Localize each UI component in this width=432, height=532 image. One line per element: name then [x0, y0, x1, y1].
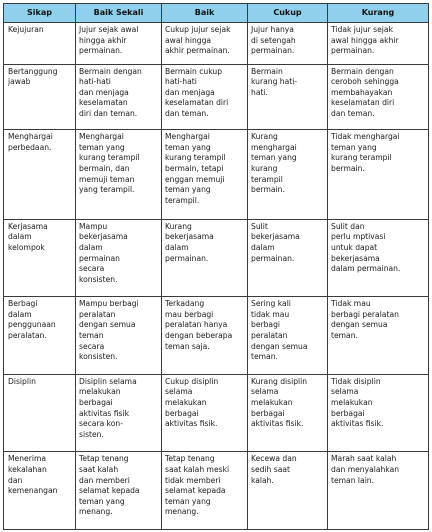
cell-baik-sekali	[76, 374, 162, 452]
table-row	[4, 452, 429, 530]
cell-baik-sekali-text: Jujur sejak awal hingga akhir permainan.	[79, 25, 139, 56]
cell-kurang	[328, 374, 429, 452]
cell-baik	[162, 64, 248, 130]
cell-kurang	[328, 23, 429, 65]
cell-kurang	[328, 130, 429, 220]
assessment-rubric-table	[3, 3, 429, 530]
cell-baik-text: Tetap tenang saat kalah meski tidak memberi selamat kepada teman yang menang.	[165, 454, 230, 517]
cell-cukup	[248, 130, 328, 220]
header-row	[4, 4, 429, 23]
cell-cukup	[248, 64, 328, 130]
cell-sikap	[4, 452, 76, 530]
table-row	[4, 130, 429, 220]
cell-sikap-text: Kejujuran	[8, 25, 44, 34]
cell-cukup-text: Kurang menghargai teman yang kurang terampil bermain.	[251, 132, 297, 195]
cell-sikap	[4, 64, 76, 130]
cell-cukup	[248, 219, 328, 297]
table-row	[4, 219, 429, 297]
cell-baik-text: Cukup jujur sejak awal hingga akhir permainan.	[165, 25, 231, 56]
cell-sikap-text: Berbagi dalam penggunaan peralatan.	[8, 299, 56, 341]
header-baik: Baik	[162, 4, 248, 23]
table-row	[4, 64, 429, 130]
cell-baik-sekali	[76, 219, 162, 297]
table-body	[4, 23, 429, 530]
cell-sikap-text: Bertanggung jawab	[8, 66, 58, 87]
cell-cukup-text: Sulit bekerjasama dalam permainan.	[251, 221, 300, 263]
cell-cukup-text: Bermain kurang hati- hati.	[251, 66, 298, 97]
cell-kurang-text: Tidak jujur sejak awal hingga akhir permainan.	[331, 25, 399, 56]
cell-kurang	[328, 297, 429, 375]
cell-baik-sekali-text: Menghargai teman yang kurang terampil bermain, dan memuji teman yang terampil.	[79, 132, 140, 195]
cell-baik	[162, 130, 248, 220]
cell-baik-sekali-text: Mampu berbagi peralatan dengan semua teman secara konsisten.	[79, 299, 139, 362]
cell-baik	[162, 374, 248, 452]
table-row	[4, 23, 429, 65]
cell-baik-sekali	[76, 23, 162, 65]
cell-kurang-text: Tidak menghargai teman yang kurang terampil bermain.	[331, 132, 400, 173]
cell-cukup	[248, 374, 328, 452]
cell-baik	[162, 23, 248, 65]
cell-baik	[162, 452, 248, 530]
cell-sikap-text: Menerima kekalahan dan kemenangan	[8, 454, 58, 496]
cell-sikap-text: Kerjasama dalam kelompok	[8, 221, 48, 252]
cell-baik-sekali-text: Bermain dengan hati-hati dan menjaga keselamatan diri dan teman.	[79, 66, 142, 118]
cell-cukup-text: Kurang disiplin selama melakukan berbagai aktivitas fisik.	[251, 376, 308, 429]
cell-kurang	[328, 219, 429, 297]
cell-baik-text: Menghargai teman yang kurang terampil bermain, tetapi enggan memuji teman yang terampil.	[165, 132, 226, 205]
cell-baik	[162, 297, 248, 375]
cell-kurang	[328, 64, 429, 130]
cell-kurang	[328, 452, 429, 530]
header-kurang: Kurang	[328, 4, 429, 23]
cell-baik-sekali	[76, 452, 162, 530]
table-header	[4, 4, 429, 23]
cell-kurang-text: Tidak mau berbagi peralatan dengan semua teman.	[331, 299, 399, 341]
cell-kurang-text: Bermain dengan ceroboh sehingga membahayakan keselamatan diri dan teman.	[331, 66, 399, 118]
header-sikap: Sikap	[4, 4, 76, 23]
cell-baik-text: Bermain cukup hati-hati dan menjaga keselamatan diri dan teman.	[165, 66, 229, 118]
cell-baik-sekali-text: Disiplin selama melakukan berbagai aktivitas fisik secara kon- sisten.	[79, 376, 137, 439]
cell-cukup-text: Jujur hanya di setengah permainan.	[251, 25, 296, 56]
cell-sikap	[4, 23, 76, 65]
cell-kurang-text: Sulit dan perlu mptivasi untuk dapat bekerjasama dalam permainan.	[331, 221, 401, 274]
cell-baik-sekali	[76, 297, 162, 375]
cell-baik-sekali	[76, 64, 162, 130]
cell-cukup-text: Kecewa dan sedih saat kalah.	[251, 454, 297, 485]
cell-sikap	[4, 219, 76, 297]
cell-cukup	[248, 297, 328, 375]
cell-sikap	[4, 130, 76, 220]
cell-cukup	[248, 23, 328, 65]
cell-sikap-text: Disiplin	[8, 376, 36, 386]
cell-baik-sekali-text: Mampu bekerjasama dalam permainan secara konsisten.	[79, 221, 128, 284]
cell-kurang-text: Tidak disiplin selama melakukan berbagai aktivitas fisik.	[331, 376, 384, 429]
cell-sikap	[4, 297, 76, 375]
cell-kurang-text: Marah saat kalah dan menyalahkan teman lain.	[331, 454, 400, 485]
cell-baik-text: Cukup disiplin selama melakukan berbagai aktivitas fisik.	[165, 376, 219, 429]
table-row	[4, 374, 429, 452]
header-cukup: Cukup	[248, 4, 328, 23]
cell-baik-text: Terkadang mau berbagi peralatan hanya dengan beberapa teman saja.	[165, 299, 233, 351]
table-row	[4, 297, 429, 375]
header-baik-sekali: Baik Sekali	[76, 4, 162, 23]
cell-sikap-text: Menghargai perbedaan.	[8, 132, 53, 152]
cell-cukup-text: Sering kali tidak mau berbagi peralatan dengan semua teman.	[251, 299, 308, 362]
cell-sikap	[4, 374, 76, 452]
cell-baik-text: Kurang bekerjasama dalam permainan.	[165, 221, 214, 263]
cell-baik-sekali-text: Tetap tenang saat kalah dan memberi selamat kepada teman yang menang.	[79, 454, 140, 517]
cell-baik-sekali	[76, 130, 162, 220]
cell-cukup	[248, 452, 328, 530]
cell-baik	[162, 219, 248, 297]
